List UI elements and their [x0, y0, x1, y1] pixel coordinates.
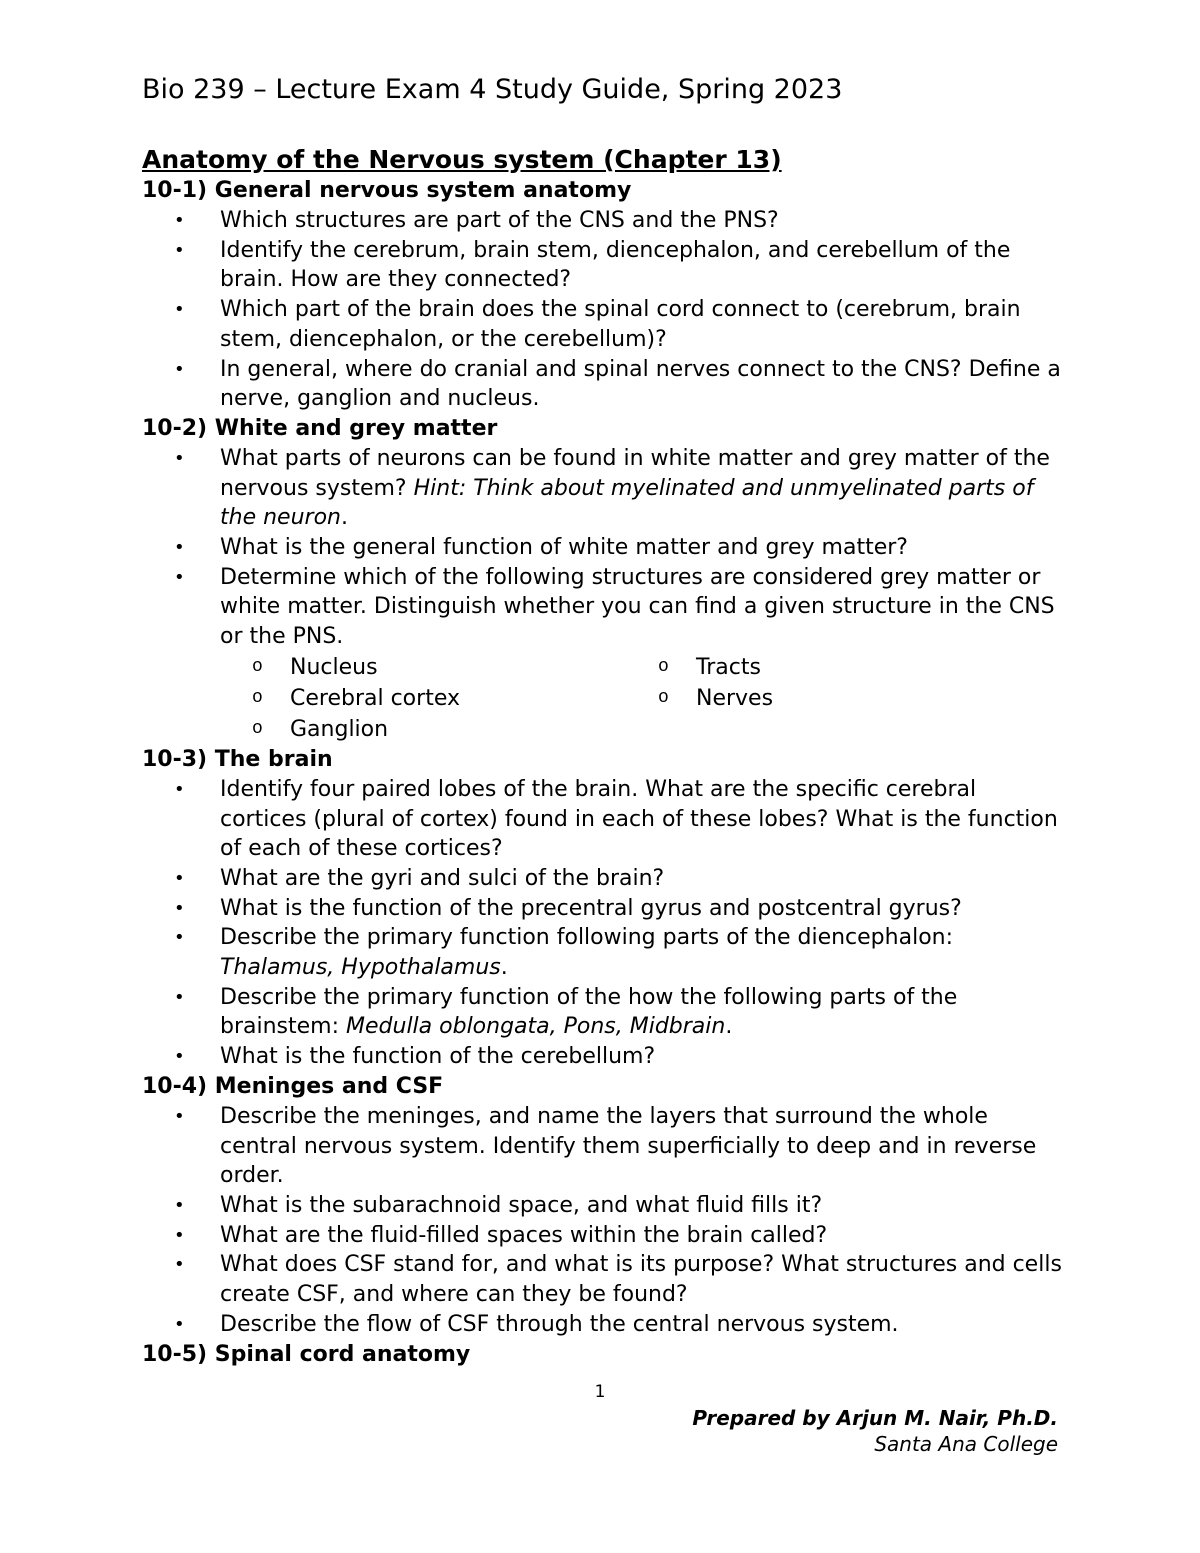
bullet-icon: • [174, 566, 185, 588]
list-item [142, 1102, 1062, 1191]
list-item-end: . [340, 505, 348, 531]
list-item-text: What is the function of the precentral gyrus and postcentral gyrus? [220, 895, 962, 921]
bullet-list-10-2 [142, 444, 1062, 652]
list-item [142, 983, 1062, 1042]
chapter-heading: Anatomy of the Nervous system (Chapter 13) [142, 145, 782, 174]
bullet-icon: • [174, 778, 185, 800]
list-item [142, 1191, 1062, 1221]
bullet-list-10-3 [142, 775, 1062, 1072]
list-item [142, 923, 1062, 982]
list-item-text: Describe the primary function of the how the following parts of the brainstem: [220, 984, 958, 1040]
structure-sublist [142, 652, 1062, 745]
bullet-icon: • [174, 986, 185, 1008]
list-item [142, 1221, 1062, 1251]
list-item [142, 894, 1062, 924]
circle-bullet-icon: o [252, 687, 263, 708]
italic-terms: Medulla oblongata, Pons, Midbrain [346, 1014, 726, 1040]
circle-bullet-icon: o [252, 656, 263, 677]
list-item [142, 563, 1062, 652]
bullet-icon: • [174, 1046, 185, 1068]
bullet-icon: • [174, 1105, 185, 1127]
list-item-text: What does CSF stand for, and what is its purpose? What structures and cells create CSF, and where can they be found? [220, 1252, 1062, 1308]
sub-list-item-text: Nerves [696, 685, 774, 711]
bullet-icon: • [174, 1194, 185, 1216]
section-heading-10-4: 10-4) Meninges and CSF [142, 1073, 444, 1099]
list-item [142, 295, 1062, 354]
circle-bullet-icon: o [658, 687, 669, 708]
sub-list-item [658, 683, 958, 714]
list-item-text: What parts of neurons can be found in white matter and grey matter of the nervous system? [220, 445, 1050, 501]
list-item [142, 533, 1062, 563]
list-item [142, 1042, 1062, 1072]
list-item [142, 236, 1062, 295]
hint-text: Hint: Think about myelinated and unmyelinated parts of the neuron [220, 475, 1034, 531]
page-content [142, 70, 1062, 1370]
list-item [142, 206, 1062, 236]
bullet-icon: • [174, 927, 185, 949]
bullet-icon: • [174, 358, 185, 380]
list-item-text: Which part of the brain does the spinal cord connect to (cerebrum, brain stem, diencephalon, or the cerebellum)? [220, 297, 1021, 352]
list-item-end: . [725, 1014, 733, 1040]
list-item-text: What are the gyri and sulci of the brain? [220, 865, 665, 891]
circle-bullet-icon: o [658, 656, 669, 677]
list-item [142, 775, 1062, 864]
list-item-text: What is the general function of white matter and grey matter? [220, 535, 908, 561]
circle-bullet-icon: o [252, 718, 263, 739]
bullet-icon: • [174, 897, 185, 919]
list-item-text: Describe the meninges, and name the layers that surround the whole central nervous system. Identify them superficially to deep and in reverse order. [220, 1103, 1037, 1189]
list-item [142, 444, 1062, 533]
list-item-text: What is the function of the cerebellum? [220, 1044, 656, 1070]
bullet-icon: • [174, 299, 185, 321]
list-item-text: Describe the primary function following parts of the diencephalon: [220, 925, 954, 951]
bullet-icon: • [174, 210, 185, 231]
list-item-text: Identify four paired lobes of the brain. What are the specific cerebral cortices (plural of cortex) found in each of these lobes? What is the function of each of these cortices? [220, 776, 1058, 862]
list-item-text: What are the fluid-filled spaces within the brain called? [220, 1222, 828, 1248]
bullet-list-10-4 [142, 1102, 1062, 1340]
bullet-icon: • [174, 239, 185, 261]
italic-terms: Thalamus, Hypothalamus [220, 955, 501, 981]
list-item-text: Determine which of the following structures are considered grey matter or white matter. Distinguish whether you can find a given structure in the CNS or the PNS. [220, 564, 1055, 650]
bullet-icon: • [174, 1254, 185, 1276]
list-item-text: In general, where do cranial and spinal nerves connect to the CNS? Define a nerve, ganglion and nucleus. [220, 356, 1061, 412]
list-item-text: Which structures are part of the CNS and the PNS? [220, 208, 779, 233]
sub-list-item-text: Tracts [696, 654, 761, 680]
list-item-text: What is the subarachnoid space, and what fluid fills it? [220, 1192, 823, 1218]
footer-institution: Santa Ana College [874, 1432, 1058, 1456]
list-item [142, 355, 1062, 414]
section-heading-10-5: 10-5) Spinal cord anatomy [142, 1341, 471, 1367]
list-item [142, 1310, 1062, 1340]
list-item-text: Identify the cerebrum, brain stem, diencephalon, and cerebellum of the brain. How are they connected? [220, 237, 1011, 293]
footer-author: Prepared by Arjun M. Nair, Ph.D. [692, 1406, 1058, 1430]
sub-list-item-text: Nucleus [290, 654, 378, 680]
document-title: Bio 239 – Lecture Exam 4 Study Guide, Spring 2023 [142, 74, 843, 105]
section-heading-10-2: 10-2) White and grey matter [142, 415, 498, 441]
bullet-icon: • [174, 1313, 185, 1335]
sub-list-item [252, 652, 658, 683]
list-item [142, 1250, 1062, 1309]
sub-list-item [252, 714, 658, 745]
list-item-text: Describe the flow of CSF through the central nervous system. [220, 1311, 899, 1337]
page-number: 1 [594, 1382, 606, 1402]
list-item [142, 864, 1062, 894]
bullet-icon: • [174, 867, 185, 889]
sub-list-item [252, 683, 658, 714]
section-heading-10-1: 10-1) General nervous system anatomy [142, 178, 632, 203]
footer [692, 1405, 1058, 1457]
bullet-icon: • [174, 537, 185, 559]
section-heading-10-3: 10-3) The brain [142, 746, 333, 772]
bullet-icon: • [174, 1224, 185, 1246]
sub-list-item-text: Cerebral cortex [290, 685, 460, 711]
sub-list-item [658, 652, 958, 683]
list-item-end: . [500, 955, 508, 981]
bullet-icon: • [174, 447, 185, 469]
sub-list-item-text: Ganglion [290, 716, 389, 742]
bullet-list-10-1 [142, 206, 1062, 414]
